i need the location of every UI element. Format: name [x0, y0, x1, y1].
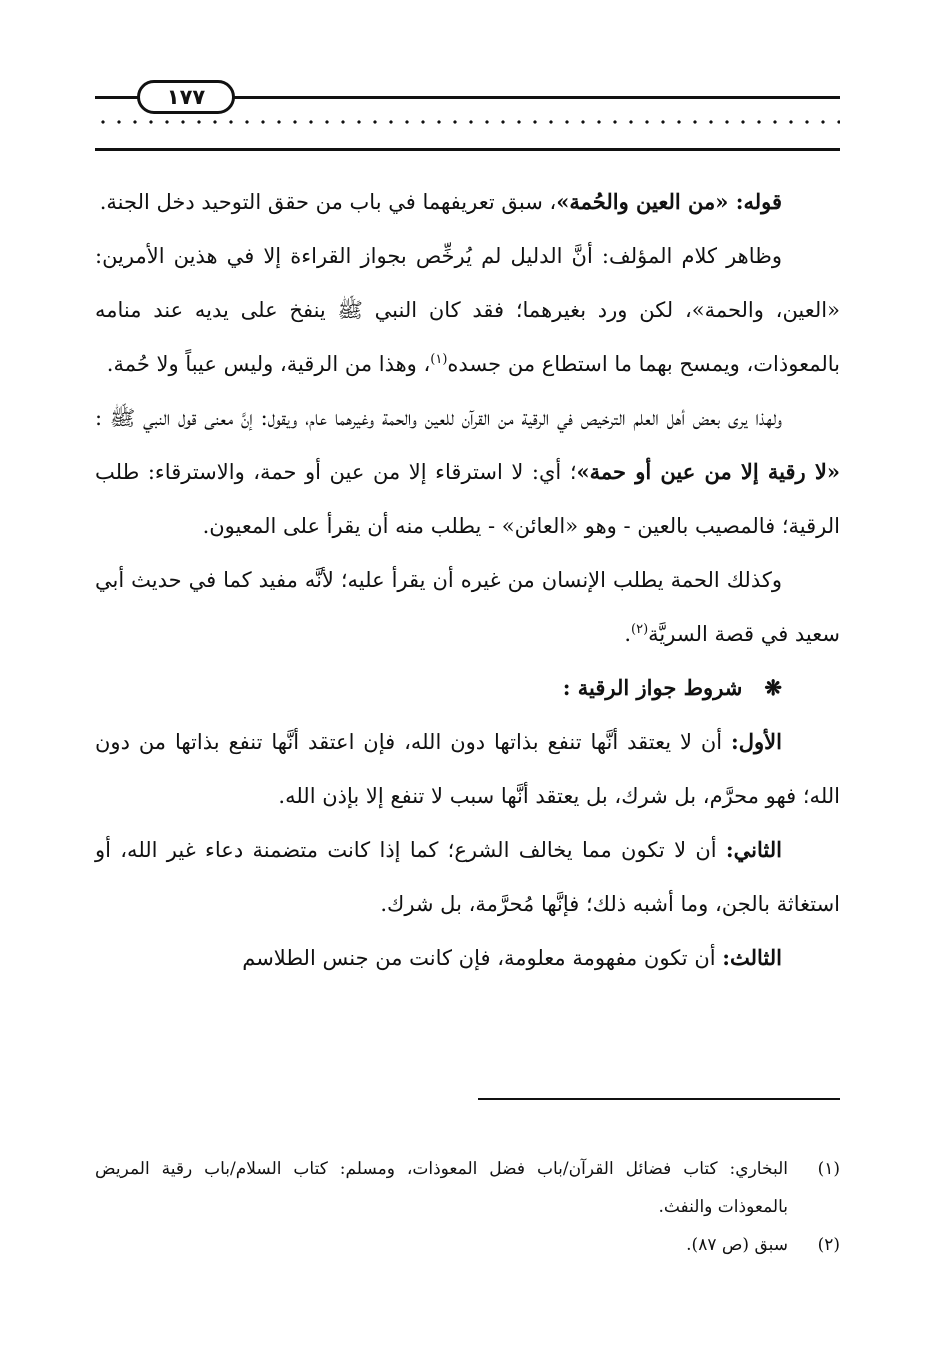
- condition-text: أن لا تكون مما يخالف الشرع؛ كما إذا كانت متضمنة دعاء غير الله، أو استغاثة بالجن، وما أشبه ذلك؛ فإنَّها مُحرَّمة، بل شرك.: [95, 838, 840, 916]
- header-dotted-rule: [95, 120, 840, 124]
- paragraph-text: ؛ أي: لا استرقاء إلا من عين أو حمة، والاسترقاء: طلب الرقية؛ فالمصيب بالعين - وهو «العائن» - يطلب منه أن يقرأ على المعيون.: [95, 460, 840, 538]
- header-rule-bottom: [95, 148, 840, 151]
- condition-label: الأول:: [731, 729, 782, 754]
- paragraph-text: وظاهر كلام المؤلف: أنَّ الدليل لم يُرخِّص بجواز القراءة إلا في هذين الأمرين: «العين، والحمة»، لكن ورد بغيرهما؛ فقد كان النبي ﷺ ينفخ على يديه عند منامه بالمعوذات، ويمسح بهما ما استطاع من جسده: [95, 244, 840, 376]
- quoted-phrase: «من العين والحُمة»: [556, 189, 729, 214]
- main-text: [95, 175, 840, 985]
- paragraph-text: ، وهذا من الرقية، وليس عيباً ولا حُمة.: [106, 352, 431, 376]
- footnote-separator: [478, 1098, 840, 1100]
- footnote-ref: (١): [430, 352, 448, 367]
- condition-text: أن تكون مفهومة معلومة، فإن كانت من جنس الطلاسم: [242, 946, 723, 970]
- paragraph-2: [95, 229, 840, 391]
- footnote-text: سبق (ص ٨٧).: [686, 1235, 788, 1255]
- section-heading-text: شروط جواز الرقية :: [562, 675, 743, 700]
- footnotes: [95, 1150, 840, 1264]
- paragraph-4: [95, 553, 840, 661]
- page-number: ١٧٧: [137, 80, 235, 114]
- page-header: [95, 72, 840, 152]
- hadith-quote: «لا رقية إلا من عين أو حمة»: [576, 459, 840, 484]
- paragraph-text: وكذلك الحمة يطلب الإنسان من غيره أن يقرأ عليه؛ لأنَّه مفيد كما في حديث أبي سعيد في قصة السريَّة: [95, 568, 840, 646]
- paragraph-3: [95, 391, 840, 553]
- paragraph-text: .: [624, 622, 632, 646]
- section-heading: [95, 661, 840, 715]
- footnote-mark: (٢): [817, 1235, 840, 1255]
- star-icon: ❋: [764, 675, 782, 700]
- footnote-1: [95, 1150, 840, 1226]
- footnote-text: البخاري: كتاب فضائل القرآن/باب فضل المعوذات، ومسلم: كتاب السلام/باب رقية المريض بالمعوذات والنفث.: [95, 1159, 788, 1217]
- condition-1: [95, 715, 840, 823]
- footnote-ref: (٢): [631, 622, 649, 637]
- paragraph-text: قوله:: [728, 189, 782, 214]
- condition-3: [95, 931, 840, 985]
- paragraph-text: ولهذا يرى بعض أهل العلم الترخيص في الرقية من القرآن للعين والحمة وغيرهما عام، ويقول: إنَّ معنى قول النبي ﷺ :: [95, 406, 782, 430]
- paragraph-text: ، سبق تعريفهما في باب من حقق التوحيد دخل الجنة.: [99, 190, 557, 214]
- condition-2: [95, 823, 840, 931]
- footnote-2: [95, 1226, 840, 1264]
- condition-label: الثالث:: [722, 945, 782, 970]
- footnote-mark: (١): [817, 1159, 840, 1179]
- condition-label: الثاني:: [725, 837, 782, 862]
- paragraph-1: [95, 175, 840, 229]
- condition-text: أن لا يعتقد أنَّها تنفع بذاتها دون الله، فإن اعتقد أنَّها تنفع بذاتها من دون الله؛ فهو محرَّم، بل شرك، بل يعتقد أنَّها سبب لا تنفع إلا بإذن الله.: [95, 730, 840, 808]
